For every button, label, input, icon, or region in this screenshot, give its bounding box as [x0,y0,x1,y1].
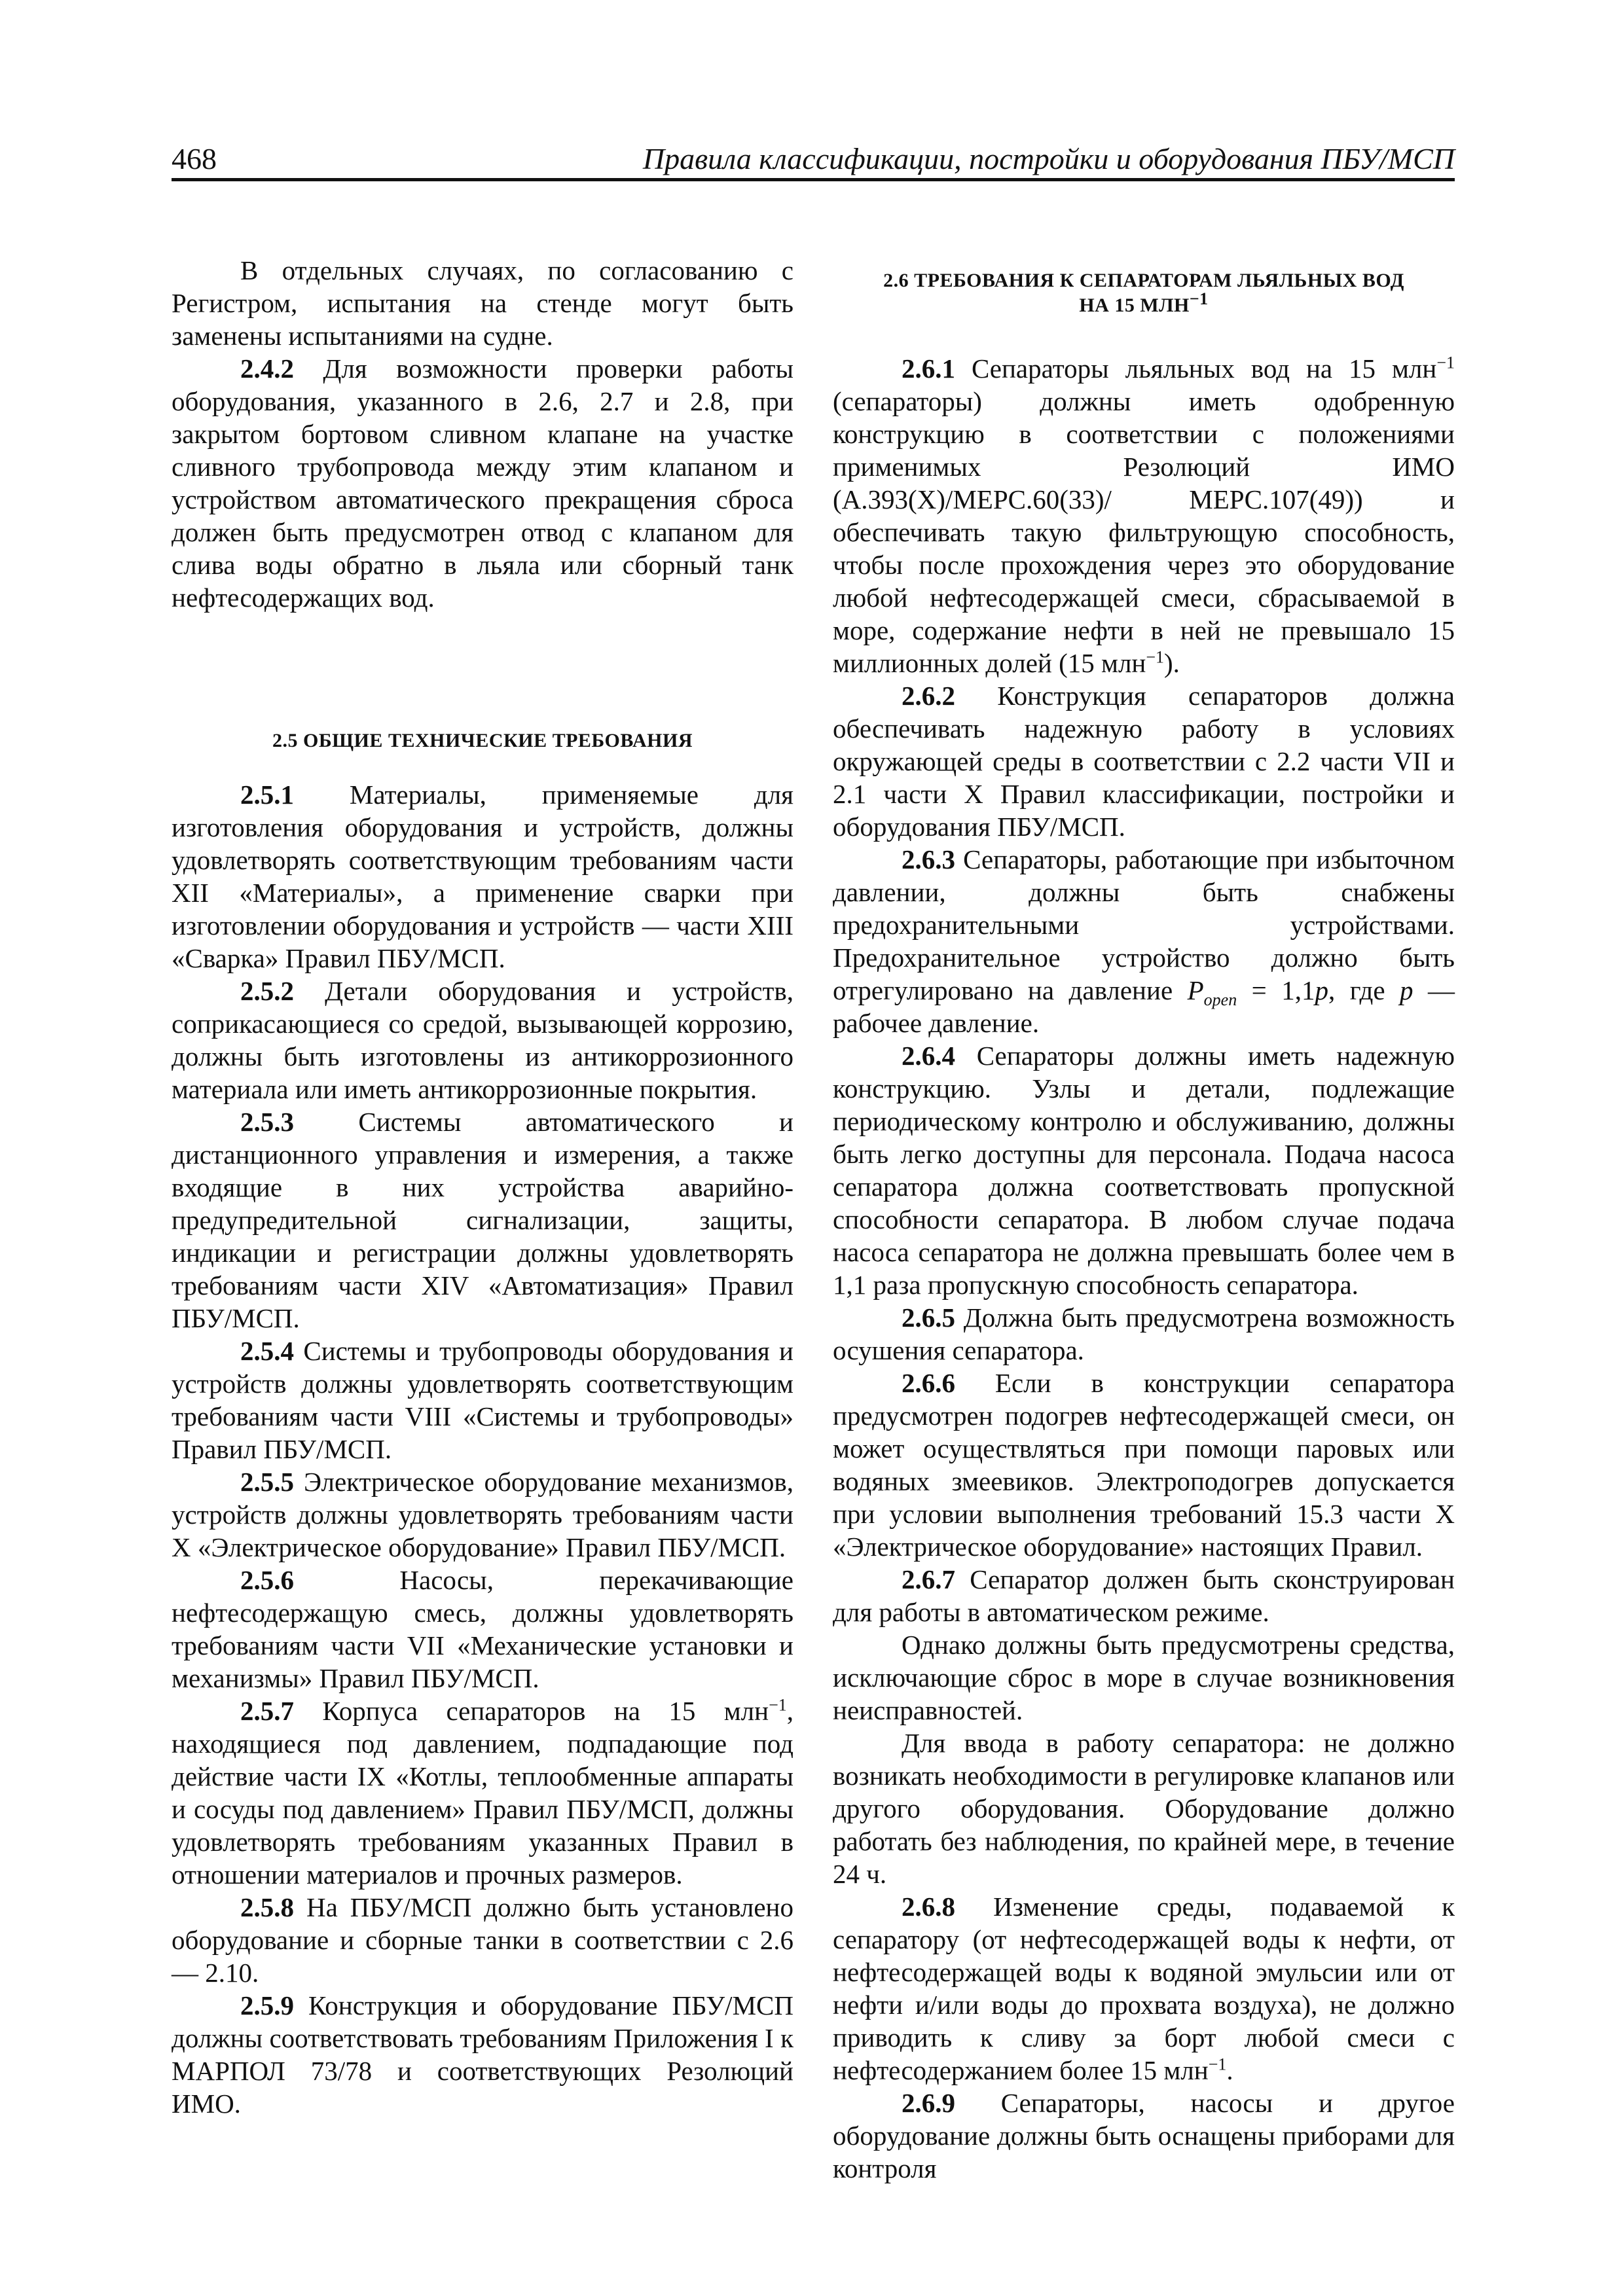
paragraph-2-6-5: 2.6.5 Должна быть предусмотрена возможность осушения сепаратора. [833,1302,1455,1365]
clause-number: 2.6.3 [902,844,955,874]
paragraph-2-5-1: 2.5.1 Материалы, применяемые для изготовления оборудования и устройств, должны удовлетворять соответствующим требованиям части XII «Материалы», а применение сварки при изготовлении оборудования и устройств — части XIII «Сварка» Правил ПБУ/МСП. [172,780,793,973]
clause-number: 2.5.2 [240,976,294,1006]
section-heading-2-5: 2.5 ОБЩИЕ ТЕХНИЧЕСКИЕ ТРЕБОВАНИЯ [272,730,693,751]
paragraph-2-6-4: 2.6.4 Сепараторы должны иметь надежную конструкцию. Узлы и детали, подлежащие периодическому контролю и обслуживанию, должны быть легко доступны для персонала. Подача насоса сепаратора должна соответствовать пропускной способности сепаратора. В любом случае подача насоса сепаратора не должна превышать более чем в 1,1 раза пропускную способность сепаратора. [833,1041,1455,1300]
page-header [172,135,1455,181]
paragraph-2-6-8: 2.6.8 Изменение среды, подаваемой к сепаратору (от нефтесодержащей воды к нефти, от нефтесодержащей воды к водяной эмульсии или от нефти и/или воды до прохвата воздуха), не должно приводить к сливу за борт любой смеси с нефтесодержанием более 15 млн$^{-1}$. [833,1892,1455,2085]
paragraph-2-5-9: 2.5.9 Конструкция и оборудование ПБУ/МСП должны соответствовать требованиям Приложения I к МАРПОЛ 73/78 и соответствующих Резолюций ИМО. [172,1990,793,2119]
clause-number: 2.6.1 [902,353,955,384]
clause-number: 2.5.7 [240,1696,294,1726]
clause-number: 2.5.3 [240,1107,294,1137]
clause-number: 2.6.9 [902,2088,955,2118]
clause-number: 2.5.1 [240,780,294,810]
paragraph-2-5-4: 2.5.4 Системы и трубопроводы оборудования и устройств должны удовлетворять соответствующим требованиям части VIII «Системы и трубопроводы» Правил ПБУ/МСП. [172,1336,793,1464]
clause-number: 2.6.7 [902,1564,955,1594]
paragraph-2-6-2: 2.6.2 Конструкция сепараторов должна обеспечивать надежную работу в условиях окружающей среды в соответствии с 2.2 части VII и 2.1 части X Правил классификации, постройки и оборудования ПБУ/МСП. [833,681,1455,842]
paragraph-2-6-7: 2.6.7 Сепаратор должен быть сконструирован для работы в автоматическом режиме. [833,1564,1455,1627]
paragraph-2-4-2: 2.4.2 Для возможности проверки работы оборудования, указанного в 2.6, 2.7 и 2.8, при закрытом бортовом сливном клапане на участке сливного трубопровода между этим клапаном и устройством автоматического прекращения сброса должен быть предусмотрен отвод с клапаном для слива воды обратно в льяла или сборный танк нефтесодержащих вод. [172,353,793,613]
paragraph-2-6-7-cont-1: Однако должны быть предусмотрены средства, исключающие сброс в море в случае возникновения неисправностей. [833,1630,1455,1725]
running-title: Правила классификации, постройки и оборудования ПБУ/МСП [642,142,1455,175]
clause-number: 2.6.8 [902,1892,955,1922]
clause-number: 2.6.5 [902,1302,955,1333]
clause-number: 2.5.5 [240,1467,294,1497]
paragraph-2-6-6: 2.6.6 Если в конструкции сепаратора предусмотрен подогрев нефтесодержащей смеси, он может осуществляться при помощи паровых или водяных змеевиков. Электроподогрев допускается при условии выполнения требований 15.3 части X «Электрическое оборудование» настоящих Правил. [833,1368,1455,1562]
paragraph-2-6-1: 2.6.1 Сепараторы льяльных вод на 15 млн$^{-1}$ (сепараторы) должны иметь одобренную конструкцию в соответствии с положениями применимых Резолюций ИМО (A.393(X)/MEPC.60(33)/ MEPC.107(49)) и обеспечивать такую фильтрующую способность, чтобы после прохождения через это оборудование любой нефтесодержащей смеси, сбрасываемой в море, содержание нефти в ней не превышало 15 миллионных долей (15 млн$^{-1}$). [833,353,1455,678]
clause-number: 2.5.9 [240,1990,294,2020]
paragraph-2-5-2: 2.5.2 Детали оборудования и устройств, соприкасающиеся со средой, вызывающей коррозию, должны быть изготовлены из антикоррозионного материала или иметь антикоррозионные покрытия. [172,976,793,1104]
paragraph-2-5-6: 2.5.6 Насосы, перекачивающие нефтесодержащую смесь, должны удовлетворять требованиям части VII «Механические установки и механизмы» Правил ПБУ/МСП. [172,1565,793,1693]
paragraph-2-6-7-cont-2: Для ввода в работу сепаратора: не должно возникать необходимости в регулировке клапанов или другого оборудования. Оборудование должно работать без наблюдения, по крайней мере, в течение 24 ч. [833,1728,1455,1889]
clause-number: 2.5.6 [240,1565,294,1595]
clause-number: 2.6.4 [902,1041,955,1071]
clause-number: 2.4.2 [240,353,294,384]
paragraph-2-5-7: 2.5.7 Корпуса сепараторов на 15 млн$^{-1}$, находящиеся под давлением, подпадающие под действие части IX «Котлы, теплообменные аппараты и сосуды под давлением» Правил ПБУ/МСП, должны удовлетворять требованиям указанных Правил в отношении материалов и прочных размеров. [172,1695,793,1890]
clause-number: 2.5.8 [240,1892,294,1922]
paragraph-2-5-3: 2.5.3 Системы автоматического и дистанционного управления и измерения, а также входящие в них устройства аварийно-предупредительной сигнализации, защиты, индикации и регистрации должны удовлетворять требованиям части XIV «Автоматизация» Правил ПБУ/МСП. [172,1107,793,1333]
page-number: 468 [172,142,217,175]
paragraph-2-5-8: 2.5.8 На ПБУ/МСП должно быть установлено оборудование и сборные танки в соответствии с 2.6 — 2.10. [172,1892,793,1988]
clause-number: 2.5.4 [240,1336,294,1366]
right-column [833,254,1455,2185]
paragraph-2-6-9: 2.6.9 Сепараторы, насосы и другое оборудование должны быть оснащены приборами для контроля [833,2088,1455,2183]
paragraph-2-6-3: 2.6.3 Сепараторы, работающие при избыточном давлении, должны быть снабжены предохранительными устройствами. Предохранительное устройство должно быть отрегулировано на давление $P_{open} = 1,1p$, где p — рабочее давление. [833,844,1455,1038]
left-column [172,254,793,2120]
section-heading-2-6: 2.6 ТРЕБОВАНИЯ К СЕПАРАТОРАМ ЛЬЯЛЬНЫХ ВОД НА 15 $МЛН^{-1}$ [883,270,1404,316]
clause-number: 2.6.6 [902,1368,955,1398]
paragraph-intro: В отдельных случаях, по согласованию с Регистром, испытания на стенде могут быть заменены испытаниями на судне. [172,255,793,351]
paragraph-2-5-5: 2.5.5 Электрическое оборудование механизмов, устройств должны удовлетворять требованиям части X «Электрическое оборудование» Правил ПБУ/МСП. [172,1467,793,1562]
clause-number: 2.6.2 [902,681,955,711]
